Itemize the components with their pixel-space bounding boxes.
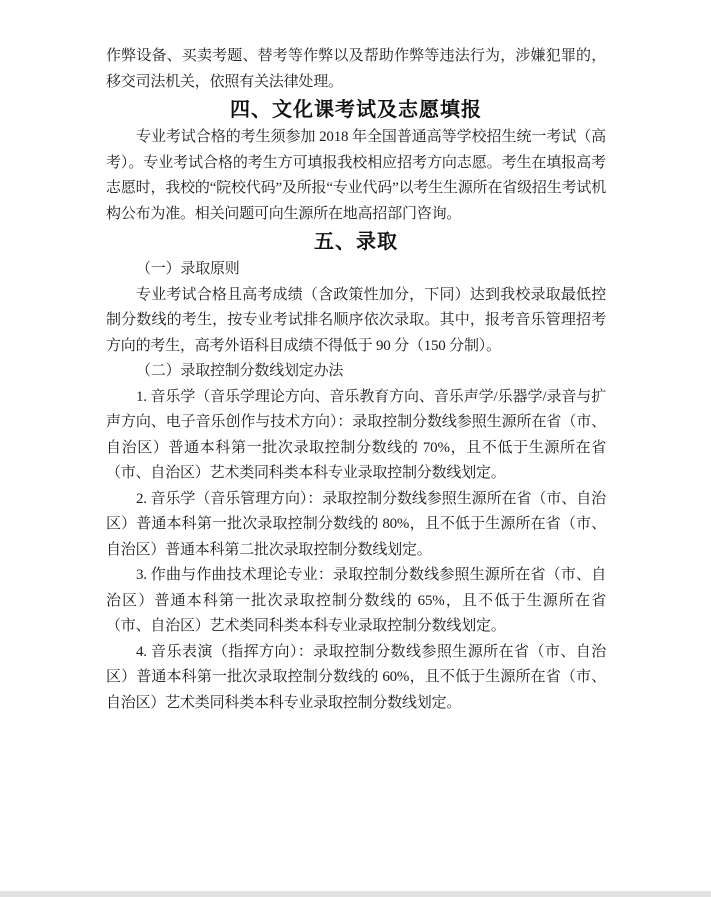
list-item-1-musicology: 1. 音乐学（音乐学理论方向、音乐教育方向、音乐声学/乐器学/录音与扩声方向、电子音乐创作与技术方向）：录取控制分数线参照生源所在省（市、自治区）普通本科第一批次录取控制分数线的 70%，且不低于生源所在省（市、自治区）艺术类同科类本科专业录取控制分数线划定。 bbox=[106, 388, 606, 481]
list-item-3-composition: 3. 作曲与作曲技术理论专业：录取控制分数线参照生源所在省（市、自治区）普通本科第一批次录取控制分数线的 65%，且不低于生源所在省（市、自治区）艺术类同科类本科专业录取控制分数线划定。 bbox=[106, 567, 606, 634]
page-gap-divider bbox=[0, 891, 711, 897]
paragraph-admission-principle: 专业考试合格且高考成绩（含政策性加分，下同）达到我校录取最低控制分数线的考生，按专业考试排名顺序依次录取。其中，报考音乐管理招考方向的考生，高考外语科目成绩不得低于 90 分（150 分制）。 bbox=[106, 286, 606, 354]
heading-section-5-admission: 五、录取 bbox=[314, 231, 398, 253]
paragraph-cheating-penalty: 作弊设备、买卖考题、替考等作弊以及帮助作弊等违法行为，涉嫌犯罪的，移交司法机关，依照有关法律处理。 bbox=[106, 48, 606, 90]
list-item-4-conducting: 4. 音乐表演（指挥方向）：录取控制分数线参照生源所在省（市、自治区）普通本科第一批次录取控制分数线的 60%，且不低于生源所在省（市、自治区）艺术类同科类本科专业录取控制分数线划定。 bbox=[106, 643, 606, 711]
heading-section-4-culture-exam: 四、文化课考试及志愿填报 bbox=[230, 99, 482, 121]
subheading-admission-principle: （一）录取原则 bbox=[136, 261, 240, 277]
list-item-2-music-management: 2. 音乐学（音乐管理方向）：录取控制分数线参照生源所在省（市、自治区）普通本科第一批次录取控制分数线的 80%，且不低于生源所在省（市、自治区）普通本科第二批次录取控制分数线划定。 bbox=[106, 490, 606, 558]
paragraph-culture-exam: 专业考试合格的考生须参加 2018 年全国普通高等学校招生统一考试（高考）。专业考试合格的考生方可填报我校相应招考方向志愿。考生在填报高考志愿时，我校的“院校代码”及所报“专业代码”以考生生源所在省级招生考试机构公布为准。相关问题可向生源所在地高招部门咨询。 bbox=[106, 129, 606, 222]
subheading-cutoff-line-method: （二）录取控制分数线划定办法 bbox=[136, 363, 344, 379]
